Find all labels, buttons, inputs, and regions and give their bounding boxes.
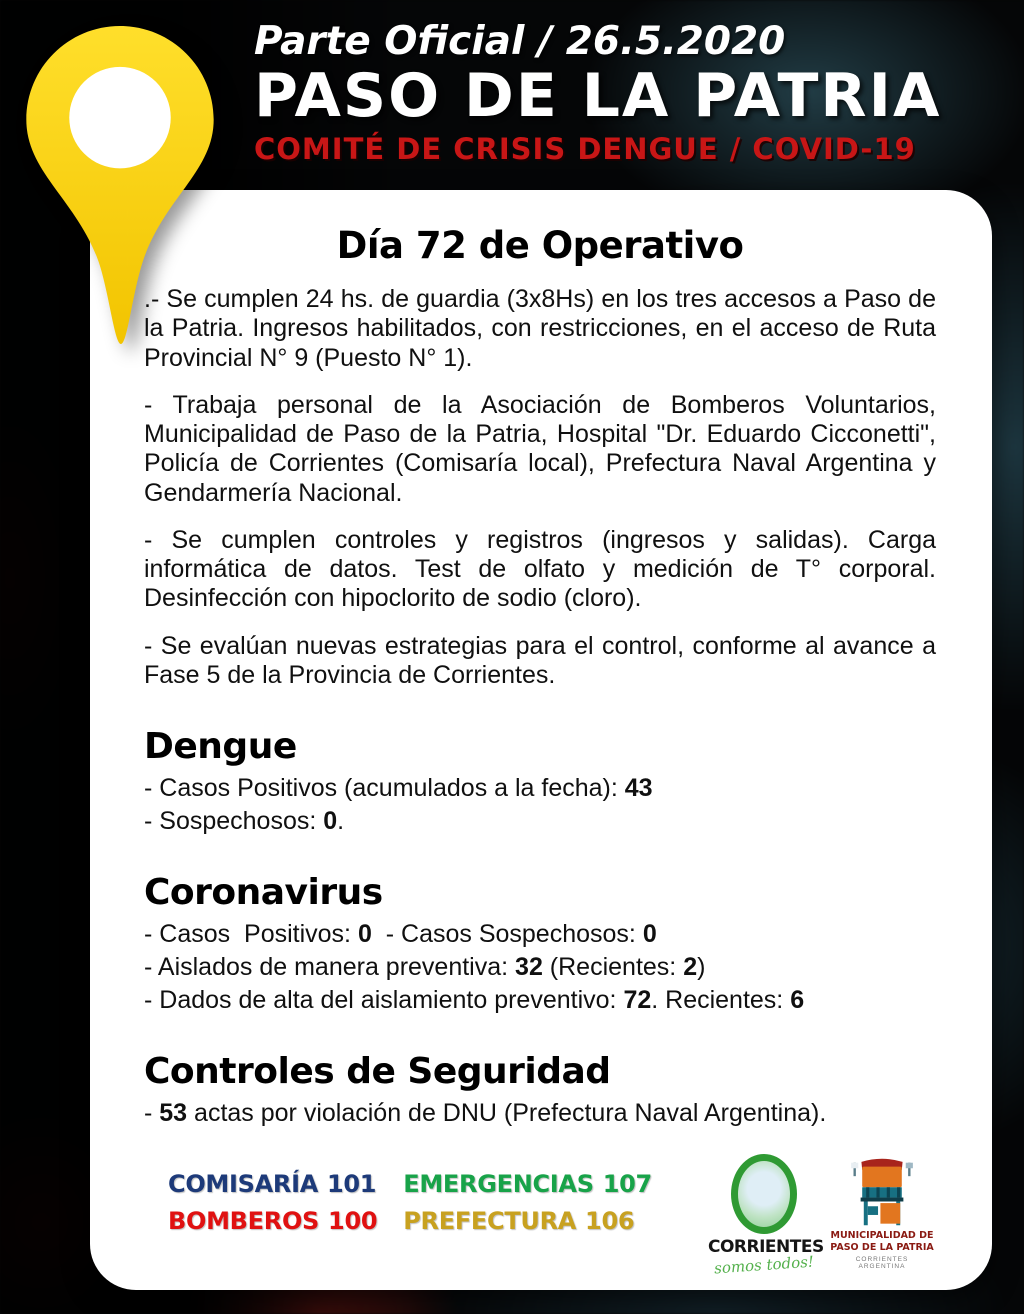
contact-number: 106: [585, 1207, 635, 1235]
header: [254, 20, 1000, 166]
municipalidad-logo-line2: PASO DE LA PATRIA: [830, 1241, 934, 1253]
stat-label: - Casos Positivos:: [144, 920, 358, 948]
contact-label: BOMBEROS: [168, 1207, 320, 1235]
report-date-title: Parte Oficial / 26.5.2020: [254, 19, 786, 64]
stat-label: - Aislados de manera preventiva:: [144, 953, 516, 981]
contact-prefectura: [403, 1207, 652, 1235]
municipalidad-logo-line1: MUNICIPALIDAD DE: [830, 1230, 934, 1241]
contact-label: COMISARÍA: [168, 1170, 318, 1198]
section-heading-seguridad: Controles de Seguridad: [144, 1051, 611, 1092]
paragraph-controles: - Se cumplen controles y registros (ingresos y salidas). Carga informática de datos. Test de olfato y medición de T° corporal. Desinfección con hipoclorito de sodio (cloro).: [144, 525, 936, 613]
covid-aislados: [144, 952, 936, 982]
covid-altas: [144, 985, 936, 1015]
paragraph-estrategias: - Se evalúan nuevas estrategias para el control, conforme al avance a Fase 5 de la Provincia de Corrientes.: [144, 631, 936, 689]
dengue-sospechosos: [144, 806, 936, 836]
contact-comisaria: [168, 1170, 377, 1198]
stat-value: 0: [642, 920, 657, 948]
emergency-contacts: [168, 1170, 652, 1235]
stat-value: 32: [515, 953, 543, 981]
stat-label: - Sospechosos:: [144, 807, 324, 835]
contact-bomberos: [168, 1207, 377, 1235]
stat-label: (Recientes:: [542, 953, 684, 981]
stat-value: 2: [683, 953, 698, 981]
municipalidad-logo: [830, 1154, 934, 1270]
stat-value: 43: [624, 774, 653, 802]
stat-value: 53: [159, 1099, 188, 1127]
stat-suffix: ): [697, 953, 706, 981]
page-title: PASO DE LA PATRIA: [254, 60, 942, 131]
stat-label: - Casos Sospechosos:: [371, 920, 643, 948]
contact-emergencias: [403, 1170, 652, 1198]
corrientes-seal-icon: [731, 1154, 797, 1234]
contact-number: 100: [328, 1207, 378, 1235]
stat-label: - Casos Positivos (acumulados a la fecha):: [144, 774, 625, 802]
municipalidad-logo-line3: CORRIENTES ARGENTINA: [855, 1255, 914, 1270]
stat-suffix: .: [337, 807, 345, 835]
card-footer: [144, 1154, 936, 1278]
paragraph-guardias: .- Se cumplen 24 hs. de guardia (3x8Hs) en los tres accesos a Paso de la Patria. Ingresos habilitados, con restricciones, en el acceso de Ruta Provincial N° 9 (Puesto N° 1).: [144, 285, 936, 372]
report-card: [90, 190, 992, 1290]
corrientes-logo-name: CORRIENTES: [708, 1237, 824, 1257]
footer-logos: [708, 1154, 934, 1278]
covid-casos: [144, 919, 936, 949]
corrientes-logo: [708, 1154, 824, 1278]
stat-label: actas por violación de DNU (Prefectura Naval Argentina).: [187, 1099, 827, 1127]
stat-value: 0: [323, 807, 338, 835]
section-heading-dengue: Dengue: [144, 726, 297, 767]
card-heading: Día 72 de Operativo: [336, 224, 744, 267]
contact-label: PREFECTURA: [403, 1207, 577, 1235]
contact-number: 101: [326, 1170, 377, 1198]
section-heading-coronavirus: Coronavirus: [144, 872, 383, 913]
seguridad-actas: [144, 1098, 936, 1128]
stat-label: - Dados de alta del aislamiento preventivo:: [144, 986, 624, 1014]
committee-subtitle: COMITÉ DE CRISIS DENGUE / COVID-19: [254, 132, 916, 167]
stat-prefix: -: [144, 1099, 160, 1127]
municipalidad-pier-icon: [850, 1154, 914, 1230]
dengue-casos-positivos: [144, 773, 936, 803]
paragraph-personal: - Trabaja personal de la Asociación de Bomberos Voluntarios, Municipalidad de Paso de la Patria, Hospital "Dr. Eduardo Cicconetti", Policía de Corrientes (Comisaría local), Prefectura Naval Argentina y Gendarmería Nacional.: [144, 390, 936, 507]
corrientes-logo-tagline: somos todos!: [713, 1252, 815, 1278]
contact-label: EMERGENCIAS: [403, 1170, 594, 1198]
stat-label: . Recientes:: [651, 986, 791, 1014]
contact-number: 107: [602, 1170, 652, 1198]
stat-value: 0: [357, 920, 372, 948]
stat-value: 6: [790, 986, 805, 1014]
map-pin-icon: [22, 24, 218, 346]
stat-value: 72: [623, 986, 652, 1014]
